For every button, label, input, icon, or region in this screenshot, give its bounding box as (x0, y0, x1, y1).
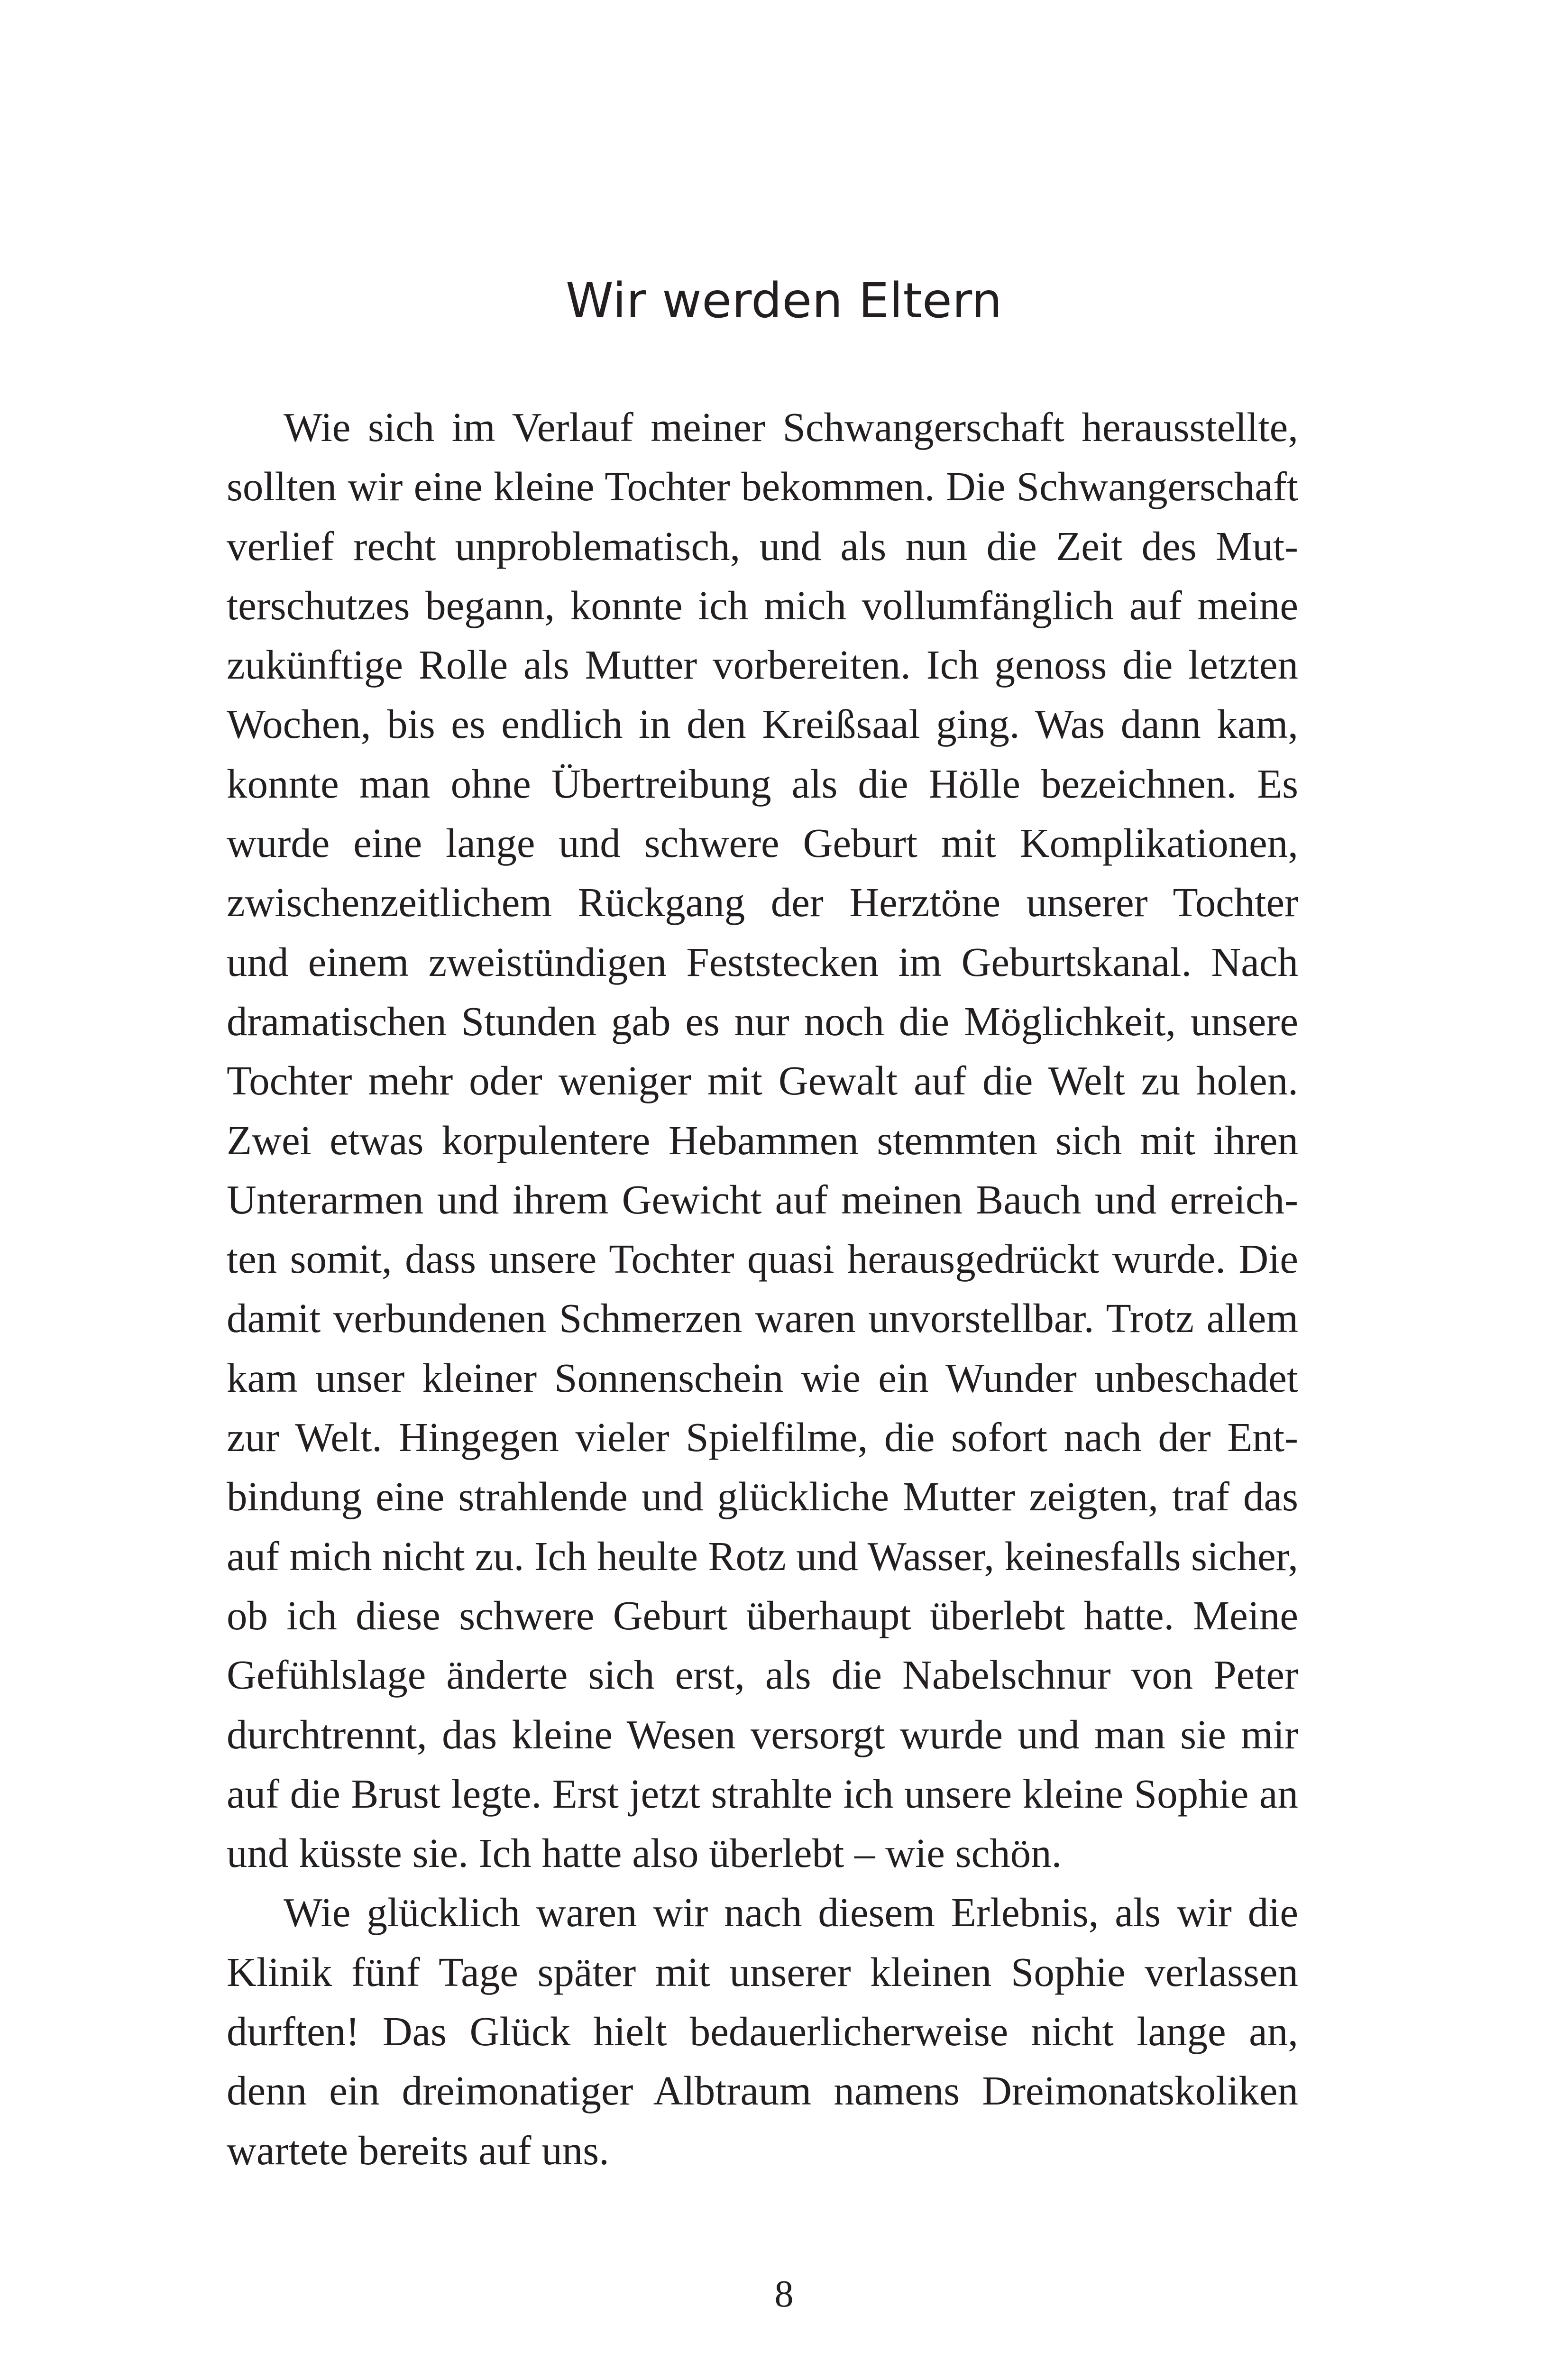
chapter-title: Wir werden Eltern (565, 273, 1003, 329)
text-line: Wie glücklich waren wir nach diesem Erlebnis, als wir die (284, 1889, 1298, 1936)
page-number: 8 (774, 2273, 794, 2315)
text-line: durchtrennt, das kleine Wesen versorgt wurde und man sie mir (227, 1711, 1298, 1757)
text-line: durften! Das Glück hielt bedauerlicherweise nicht lange an, (227, 2008, 1298, 2055)
text-line: wurde eine lange und schwere Geburt mit Komplikationen, (227, 820, 1298, 866)
text-line: Wie sich im Verlauf meiner Schwangerschaft herausstellte, (284, 404, 1298, 450)
text-line: Zwei etwas korpulentere Hebammen stemmten sich mit ihren (227, 1117, 1298, 1163)
text-line: zukünftige Rolle als Mutter vorbereiten. Ich genoss die letzten (227, 642, 1298, 688)
text-line: Gefühlslage änderte sich erst, als die Nabelschnur von Peter (227, 1652, 1298, 1698)
text-line: zwischenzeitlichem Rückgang der Herztöne unserer Tochter (227, 879, 1298, 926)
text-line: Klinik fünf Tage später mit unserer kleinen Sophie verlassen (227, 1948, 1298, 1995)
text-line: und küsste sie. Ich hatte also überlebt – wie schön. (227, 1830, 1062, 1876)
text-line: konnte man ohne Übertreibung als die Hölle bezeichnen. Es (227, 760, 1298, 807)
text-line: Tochter mehr oder weniger mit Gewalt auf die Welt zu holen. (227, 1057, 1298, 1104)
text-line: bindung eine strahlende und glückliche Mutter zeigten, traf das (227, 1473, 1298, 1520)
text-line: denn ein dreimonatiger Albtraum namens Dreimonatskoliken (227, 2068, 1298, 2114)
text-line: auf mich nicht zu. Ich heulte Rotz und Wasser, keinesfalls sicher, (227, 1533, 1298, 1579)
text-line: damit verbundenen Schmerzen waren unvorstellbar. Trotz allem (227, 1295, 1298, 1342)
paragraph-1 (227, 397, 1298, 1883)
text-line: Unterarmen und ihrem Gewicht auf meinen Bauch und erreich- (227, 1176, 1298, 1222)
text-line: zur Welt. Hingegen vieler Spielfilme, die sofort nach der Ent- (227, 1414, 1298, 1461)
text-line: ob ich diese schwere Geburt überhaupt überlebt hatte. Meine (227, 1592, 1298, 1638)
text-line: Wochen, bis es endlich in den Kreißsaal ging. Was dann kam, (227, 701, 1298, 747)
text-line: wartete bereits auf uns. (227, 2127, 609, 2173)
text-line: verlief recht unproblematisch, und als nun die Zeit des Mut- (227, 523, 1298, 569)
text-line: und einem zweistündigen Feststecken im Geburtskanal. Nach (227, 938, 1298, 985)
text-line: auf die Brust legte. Erst jetzt strahlte ich unsere kleine Sophie an (227, 1770, 1298, 1817)
text-line: sollten wir eine kleine Tochter bekommen. Die Schwangerschaft (227, 463, 1298, 510)
text-line: dramatischen Stunden gab es nur noch die Möglichkeit, unsere (227, 998, 1298, 1044)
text-line: kam unser kleiner Sonnenschein wie ein Wunder unbeschadet (227, 1354, 1298, 1401)
text-line: ten somit, dass unsere Tochter quasi herausgedrückt wurde. Die (227, 1236, 1298, 1282)
chapter-body (227, 397, 1298, 2180)
paragraph-2 (227, 1883, 1298, 2179)
text-line: terschutzes begann, konnte ich mich vollumfänglich auf meine (227, 582, 1298, 628)
